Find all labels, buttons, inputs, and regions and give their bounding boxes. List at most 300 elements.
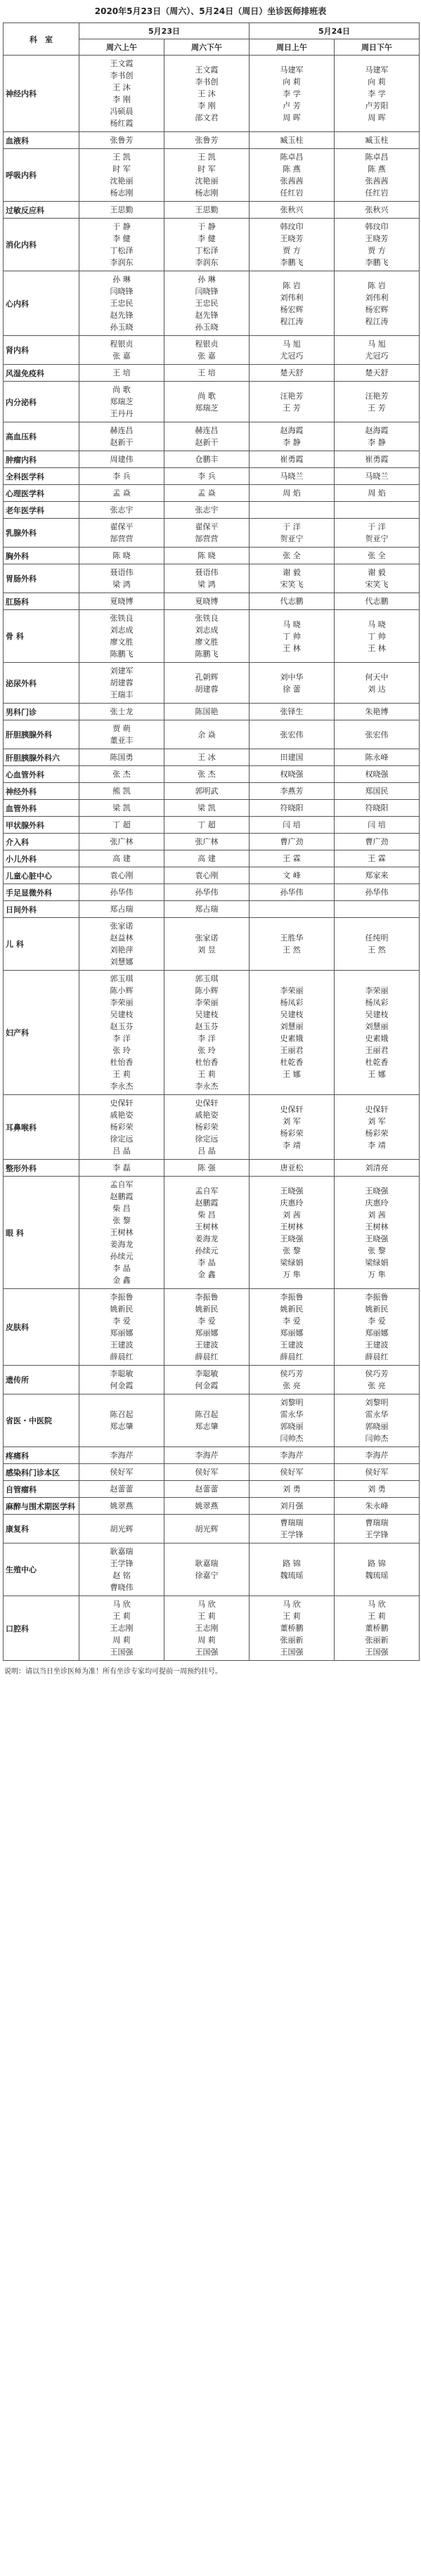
doctor-name: 李 洋	[197, 1034, 216, 1043]
doctor-cell-pm2	[335, 766, 420, 783]
doctor-name: 孙 琳	[197, 275, 216, 284]
doctor-name: 张秋兴	[280, 205, 304, 214]
doctor-name: 孙华伟	[195, 888, 219, 897]
doctor-name: 郑瑞芝	[110, 397, 134, 406]
doctor-name: 郭晓丽	[365, 1422, 389, 1431]
footnote: 说明：请以当日坐诊医师为准！所有坐诊专家均可提前一周预约挂号。	[4, 1668, 222, 1676]
schedule-row	[4, 884, 420, 901]
doctor-name: 李燕芳	[280, 787, 304, 796]
doctor-name: 马 欣	[112, 1600, 131, 1609]
schedule-row	[4, 1289, 420, 1366]
doctor-cell-am2	[250, 1481, 335, 1498]
doctor-name: 杨凤彩	[365, 998, 389, 1007]
doctor-cell-pm2	[335, 1515, 420, 1543]
doctor-name: 何天中	[365, 672, 389, 682]
doctor-name: 陈国勇	[110, 753, 134, 762]
doctor-cell-pm1	[164, 817, 250, 834]
doctor-name: 马 旭	[368, 339, 386, 349]
doctor-name: 李永杰	[110, 1082, 134, 1091]
doctor-name: 陈永峰	[365, 753, 389, 762]
doctor-name: 符晓阳	[280, 803, 304, 813]
department-name: 过敏反应科	[4, 202, 79, 219]
doctor-name: 张丽新	[280, 1636, 304, 1645]
doctor-name: 杨志刚	[195, 188, 219, 198]
department-name: 乳腺外科	[4, 519, 79, 548]
doctor-cell-pm2	[335, 1177, 420, 1289]
doctor-name: 张 亮	[283, 1381, 301, 1390]
doctor-name: 陈 晓	[197, 551, 216, 560]
doctor-name: 于 洋	[283, 522, 301, 531]
doctor-name: 赵玉芬	[110, 1022, 134, 1031]
doctor-cell-pm2	[335, 382, 420, 422]
doctor-name: 王国强	[195, 1648, 219, 1657]
schedule-row	[4, 502, 420, 519]
doctor-name: 周 莉	[112, 1636, 131, 1645]
doctor-name: 李书创	[195, 77, 219, 86]
doctor-cell-pm1	[164, 468, 250, 485]
doctor-name: 符晓阳	[365, 803, 389, 813]
doctor-cell-pm2	[335, 850, 420, 867]
doctor-name: 代志鹏	[365, 597, 389, 606]
doctor-name: 丁松泽	[195, 246, 219, 255]
doctor-name: 孙 琳	[112, 275, 131, 284]
doctor-cell-am1	[79, 800, 164, 817]
doctor-cell-am1	[79, 1447, 164, 1464]
doctor-cell-am2	[250, 132, 335, 149]
doctor-name: 冯硕晨	[110, 107, 134, 116]
doctor-name: 陈 燕	[283, 164, 301, 174]
doctor-name: 张 黎	[112, 1216, 131, 1225]
doctor-cell-pm1	[164, 1596, 250, 1661]
department-name: 肝胆胰腺外科	[4, 720, 79, 749]
doctor-name: 张茜茜	[280, 176, 304, 186]
doctor-name: 贺亚宁	[365, 534, 389, 543]
doctor-name: 戚艳姿	[110, 1111, 134, 1120]
doctor-name: 孔朝辉	[195, 672, 219, 682]
doctor-name: 王 霖	[368, 854, 386, 863]
doctor-name: 王胜华	[280, 933, 304, 943]
doctor-name: 孟 焱	[197, 488, 216, 498]
doctor-name: 王 冰	[197, 753, 216, 762]
doctor-cell-pm1	[164, 502, 250, 519]
doctor-name: 李 学	[283, 89, 301, 98]
doctor-name: 赵海霞	[280, 426, 304, 435]
doctor-name: 杨志刚	[110, 188, 134, 198]
doctor-name: 史素娥	[280, 1034, 304, 1043]
department-name: 肛肠科	[4, 593, 79, 610]
doctor-name: 刘慧娜	[110, 957, 134, 966]
doctor-name: 郑家来	[365, 871, 389, 880]
doctor-name: 李永杰	[195, 1082, 219, 1091]
schedule-row	[4, 365, 420, 382]
doctor-cell-pm1	[164, 1394, 250, 1447]
doctor-name: 刘 军	[368, 1116, 386, 1126]
schedule-row	[4, 1481, 420, 1498]
doctor-cell-am2	[250, 918, 335, 971]
department-name: 内分泌科	[4, 382, 79, 422]
doctor-cell-am1	[79, 1160, 164, 1177]
doctor-cell-pm1	[164, 149, 250, 202]
doctor-cell-am2	[250, 1177, 335, 1289]
doctor-name: 郑丽娜	[195, 1328, 219, 1338]
doctor-name: 庆惠玲	[365, 1198, 389, 1208]
doctor-cell-am1	[79, 783, 164, 800]
doctor-name: 马建军	[365, 65, 389, 75]
doctor-cell-pm1	[164, 382, 250, 422]
doctor-name: 刘建军	[110, 666, 134, 675]
dept-header: 科 室	[4, 23, 79, 56]
doctor-name: 徐定远	[195, 1134, 219, 1144]
header-row-dates	[4, 23, 420, 39]
doctor-name: 李 静	[283, 438, 301, 447]
doctor-name: 马晓兰	[365, 472, 389, 481]
doctor-name: 沈艳丽	[110, 176, 134, 186]
doctor-name: 李鹏飞	[365, 258, 389, 267]
doctor-name: 孟 焱	[112, 488, 131, 498]
doctor-name: 王 沐	[197, 89, 216, 98]
doctor-cell-pm1	[164, 918, 250, 971]
doctor-name: 王 霖	[283, 854, 301, 863]
doctor-name: 李海芹	[280, 1451, 304, 1460]
doctor-name: 权晓强	[365, 770, 389, 779]
doctor-name: 王 林	[368, 643, 386, 653]
doctor-name: 尤冠巧	[280, 351, 304, 361]
doctor-name: 赵蕾蕾	[195, 1484, 219, 1494]
doctor-cell-am1	[79, 132, 164, 149]
doctor-name: 王 莉	[368, 1612, 386, 1621]
schedule-row	[4, 1177, 420, 1289]
doctor-name: 史保轩	[195, 1099, 219, 1108]
doctor-cell-am1	[79, 867, 164, 884]
doctor-name: 李振鲁	[195, 1293, 219, 1302]
department-name: 胸外科	[4, 548, 79, 564]
doctor-name: 张士龙	[110, 707, 134, 716]
doctor-cell-pm1	[164, 704, 250, 720]
doctor-name: 李荣丽	[365, 986, 389, 995]
schedule-row	[4, 610, 420, 663]
doctor-cell-pm1	[164, 884, 250, 901]
doctor-cell-am2	[250, 971, 335, 1095]
department-name: 心血管外科	[4, 766, 79, 783]
doctor-name: 曹广劲	[280, 837, 304, 846]
doctor-name: 王志刚	[110, 1624, 134, 1633]
doctor-cell-am2	[250, 783, 335, 800]
page-title: 2020年5月23日（周六）、5月24日（周日）坐诊医师排班表	[94, 6, 327, 16]
department-name: 神经内科	[4, 56, 79, 132]
doctor-name: 王 培	[197, 368, 216, 377]
doctor-name: 刘 昱	[197, 945, 216, 954]
department-name: 胃肠外科	[4, 564, 79, 593]
doctor-name: 张 杰	[112, 770, 131, 779]
doctor-name: 刘 军	[283, 1116, 301, 1126]
doctor-name: 崔勇霞	[280, 455, 304, 464]
doctor-name: 吴建枝	[110, 1010, 134, 1019]
doctor-name: 楚天舒	[365, 368, 389, 377]
doctor-name: 金 鑫	[197, 1269, 216, 1279]
doctor-name: 田建国	[280, 753, 304, 762]
doctor-name: 马 旭	[283, 339, 301, 349]
doctor-cell-pm1	[164, 1464, 250, 1481]
doctor-cell-am2	[250, 56, 335, 132]
doctor-name: 杨彩荣	[195, 1122, 219, 1132]
doctor-cell-pm2	[335, 704, 420, 720]
doctor-cell-am2	[250, 1366, 335, 1394]
doctor-name: 王 莉	[197, 1070, 216, 1079]
schedule-row	[4, 1464, 420, 1481]
doctor-name: 曹广劲	[365, 837, 389, 846]
doctor-cell-pm2	[335, 663, 420, 704]
doctor-cell-am1	[79, 1596, 164, 1661]
doctor-name: 徐嘉宁	[195, 1571, 219, 1580]
doctor-name: 丁 超	[112, 820, 131, 829]
doctor-name: 侯巧芳	[280, 1369, 304, 1378]
doctor-cell-am1	[79, 1366, 164, 1394]
schedule-row	[4, 271, 420, 336]
doctor-name: 张 黎	[368, 1245, 386, 1255]
doctor-cell-pm2	[335, 485, 420, 502]
doctor-name: 赵鹏霞	[110, 1192, 134, 1201]
doctor-name: 贺亚宁	[280, 534, 304, 543]
doctor-name: 梁绿娟	[365, 1257, 389, 1267]
department-name: 泌尿外科	[4, 663, 79, 704]
doctor-name: 张茜茜	[365, 176, 389, 186]
doctor-name: 任红岩	[280, 188, 304, 198]
doctor-name: 马晓兰	[280, 472, 304, 481]
doctor-cell-am1	[79, 817, 164, 834]
doctor-name: 刘志成	[110, 626, 134, 635]
doctor-name: 朱永峰	[365, 1501, 389, 1510]
doctor-name: 宋笑飞	[280, 580, 304, 589]
doctor-cell-pm2	[335, 720, 420, 749]
doctor-name: 刘 勇	[368, 1484, 386, 1494]
department-name: 口腔科	[4, 1596, 79, 1661]
doctor-name: 王学锋	[365, 1530, 389, 1539]
doctor-cell-pm2	[335, 901, 420, 918]
doctor-name: 王文霞	[195, 65, 219, 75]
doctor-name: 陈召起	[110, 1410, 134, 1419]
doctor-cell-pm2	[335, 1289, 420, 1366]
doctor-name: 闫帅杰	[365, 1434, 389, 1443]
doctor-cell-am2	[250, 704, 335, 720]
doctor-cell-am1	[79, 1464, 164, 1481]
doctor-name: 魏琉瑶	[280, 1571, 304, 1580]
doctor-cell-pm1	[164, 749, 250, 766]
doctor-name: 赫连昌	[110, 426, 134, 435]
doctor-name: 郭明武	[195, 787, 219, 796]
doctor-name: 孙华伟	[280, 888, 304, 897]
doctor-name: 史素娥	[365, 1034, 389, 1043]
department-name: 日间外科	[4, 901, 79, 918]
doctor-cell-am1	[79, 720, 164, 749]
doctor-name: 王晓芳	[280, 234, 304, 243]
department-name: 疼痛科	[4, 1447, 79, 1464]
doctor-cell-pm2	[335, 1095, 420, 1160]
doctor-cell-am1	[79, 336, 164, 365]
doctor-cell-pm2	[335, 1543, 420, 1596]
doctor-name: 贾 方	[283, 246, 301, 255]
doctor-cell-pm1	[164, 1366, 250, 1394]
doctor-name: 李聪敏	[110, 1369, 134, 1378]
doctor-cell-am1	[79, 548, 164, 564]
schedule-row	[4, 901, 420, 918]
doctor-cell-pm1	[164, 202, 250, 219]
doctor-cell-am1	[79, 884, 164, 901]
doctor-cell-am1	[79, 593, 164, 610]
doctor-name: 熊 凯	[112, 787, 131, 796]
doctor-name: 梁 凯	[112, 803, 131, 813]
doctor-name: 李鹏飞	[280, 258, 304, 267]
doctor-cell-am2	[250, 202, 335, 219]
doctor-name: 李 晶	[197, 1257, 216, 1267]
doctor-name: 陈国艳	[195, 707, 219, 716]
doctor-cell-pm2	[335, 800, 420, 817]
doctor-name: 王 娜	[368, 1070, 386, 1079]
doctor-name: 赫连昌	[195, 426, 219, 435]
doctor-cell-pm1	[164, 971, 250, 1095]
doctor-name: 王忠民	[195, 299, 219, 308]
doctor-cell-am2	[250, 766, 335, 783]
doctor-name: 程江涛	[365, 316, 389, 326]
doctor-name: 梁 凯	[197, 803, 216, 813]
doctor-cell-am2	[250, 1596, 335, 1661]
schedule-row	[4, 149, 420, 202]
doctor-name: 陈卓昌	[365, 153, 389, 162]
doctor-name: 张志宇	[195, 505, 219, 514]
doctor-name: 周 焰	[368, 488, 386, 498]
doctor-cell-am2	[250, 422, 335, 451]
doctor-name: 王思勤	[110, 205, 134, 214]
schedule-row	[4, 1543, 420, 1596]
doctor-name: 丁 帅	[283, 631, 301, 641]
doctor-name: 何金霞	[110, 1381, 134, 1390]
doctor-cell-pm1	[164, 451, 250, 468]
doctor-name: 路 锦	[283, 1559, 301, 1568]
department-name: 消化内科	[4, 219, 79, 271]
department-name: 肝胆胰腺外科六	[4, 749, 79, 766]
doctor-name: 郑丽娜	[110, 1328, 134, 1338]
doctor-name: 赵新干	[195, 438, 219, 447]
schedule-row	[4, 1366, 420, 1394]
doctor-name: 杜怡香	[110, 1058, 134, 1067]
doctor-name: 李 学	[368, 89, 386, 98]
doctor-name: 李荣丽	[280, 986, 304, 995]
doctor-cell-pm2	[335, 1481, 420, 1498]
doctor-name: 李 磊	[112, 1163, 131, 1172]
doctor-cell-am1	[79, 766, 164, 783]
doctor-name: 史保轩	[110, 1099, 134, 1108]
doctor-cell-am2	[250, 800, 335, 817]
schedule-row	[4, 971, 420, 1095]
doctor-name: 杨宏辉	[365, 304, 389, 314]
doctor-name: 姜海龙	[195, 1234, 219, 1243]
doctor-cell-am2	[250, 564, 335, 593]
doctor-name: 赵益林	[110, 933, 134, 943]
doctor-name: 丁松泽	[110, 246, 134, 255]
doctor-name: 郑瑞芝	[195, 403, 219, 413]
doctor-cell-am2	[250, 271, 335, 336]
doctor-name: 王建波	[365, 1340, 389, 1350]
doctor-cell-pm1	[164, 56, 250, 132]
doctor-name: 王 沐	[112, 83, 131, 92]
doctor-name: 宋笑飞	[365, 580, 389, 589]
doctor-cell-pm2	[335, 468, 420, 485]
doctor-name: 陈卓昌	[280, 153, 304, 162]
doctor-cell-pm1	[164, 271, 250, 336]
doctor-name: 李 兵	[197, 472, 216, 481]
department-name: 肾内科	[4, 336, 79, 365]
doctor-name: 夏晓博	[110, 597, 134, 606]
doctor-name: 雷永华	[280, 1410, 304, 1419]
doctor-cell-am2	[250, 867, 335, 884]
doctor-name: 卢 芳	[283, 101, 301, 110]
doctor-cell-pm2	[335, 56, 420, 132]
doctor-cell-am2	[250, 382, 335, 422]
doctor-name: 杨彩荣	[110, 1122, 134, 1132]
doctor-name: 丁 帅	[368, 631, 386, 641]
department-name: 骨 科	[4, 610, 79, 663]
doctor-cell-pm2	[335, 219, 420, 271]
doctor-name: 张 全	[283, 551, 301, 560]
doctor-name: 张鲁芳	[195, 136, 219, 145]
doctor-name: 李润东	[195, 258, 219, 267]
doctor-name: 闫 培	[283, 820, 301, 829]
doctor-name: 李振鲁	[110, 1293, 134, 1302]
doctor-cell-pm1	[164, 850, 250, 867]
doctor-cell-am1	[79, 1481, 164, 1498]
doctor-name: 王文霞	[110, 59, 134, 68]
doctor-name: 陈 岩	[368, 280, 386, 290]
doctor-name: 王建波	[110, 1340, 134, 1350]
doctor-name: 史保轩	[365, 1104, 389, 1114]
doctor-name: 郑占瑞	[195, 905, 219, 914]
doctor-cell-pm2	[335, 336, 420, 365]
doctor-name: 郑丽娜	[280, 1328, 304, 1338]
doctor-name: 孟自军	[110, 1180, 134, 1189]
doctor-name: 侯好军	[110, 1468, 134, 1477]
doctor-name: 李振鲁	[365, 1293, 389, 1302]
department-name: 妇产科	[4, 971, 79, 1095]
doctor-name: 史保轩	[280, 1104, 304, 1114]
doctor-cell-am2	[250, 219, 335, 271]
doctor-name: 于 洋	[368, 522, 386, 531]
doctor-cell-pm1	[164, 1543, 250, 1596]
doctor-name: 梁 鸿	[112, 580, 131, 589]
doctor-name: 臧玉柱	[280, 136, 304, 145]
doctor-cell-am1	[79, 149, 164, 202]
doctor-name: 王思勤	[195, 205, 219, 214]
doctor-name: 马建军	[280, 65, 304, 75]
doctor-cell-pm1	[164, 1160, 250, 1177]
doctor-cell-am1	[79, 485, 164, 502]
doctor-name: 胡建蓉	[110, 678, 134, 687]
doctor-name: 姚新民	[365, 1305, 389, 1314]
doctor-name: 杨凤彩	[280, 998, 304, 1007]
doctor-cell-pm2	[335, 1394, 420, 1447]
doctor-cell-pm1	[164, 783, 250, 800]
doctor-name: 唐亚松	[280, 1163, 304, 1172]
schedule-row	[4, 663, 420, 704]
doctor-name: 胡光辉	[110, 1524, 134, 1534]
doctor-cell-pm1	[164, 1095, 250, 1160]
doctor-name: 杨彩荣	[365, 1128, 389, 1138]
department-name: 介入科	[4, 834, 79, 850]
doctor-cell-pm2	[335, 422, 420, 451]
doctor-cell-pm2	[335, 1464, 420, 1481]
doctor-cell-am2	[250, 365, 335, 382]
doctor-name: 高 建	[112, 854, 131, 863]
doctor-name: 万 隼	[283, 1269, 301, 1279]
doctor-cell-am2	[250, 502, 335, 519]
